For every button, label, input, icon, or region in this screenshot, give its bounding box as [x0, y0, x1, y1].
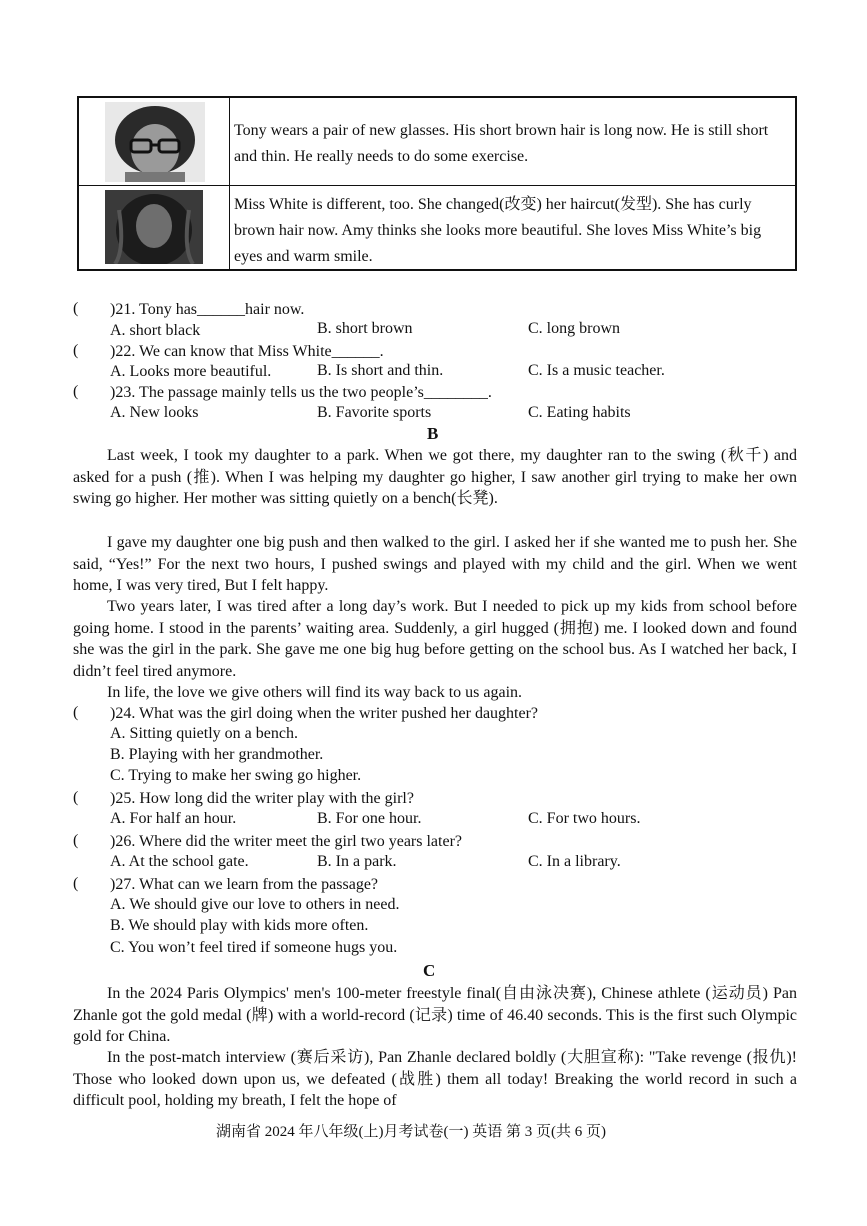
- question-24-option-c: C. Trying to make her swing go higher.: [110, 767, 362, 784]
- question-25-stem: )25. How long did the writer play with the girl?: [110, 790, 414, 807]
- image-cell: [79, 186, 230, 269]
- answer-paren: (: [73, 832, 79, 849]
- question-23-option-b: B. Favorite sports: [317, 404, 432, 421]
- question-27-stem: )27. What can we learn from the passage?: [110, 876, 379, 893]
- question-22-option-b: B. Is short and thin.: [317, 362, 444, 379]
- question-21-option-c: C. long brown: [528, 320, 620, 337]
- question-26-option-b: B. In a park.: [317, 853, 397, 870]
- miss-white-photo: [105, 190, 203, 264]
- question-23-option-c: C. Eating habits: [528, 404, 631, 421]
- question-24-option-b: B. Playing with her grandmother.: [110, 746, 324, 763]
- page-footer: 湖南省 2024 年八年级(上)月考试卷(一) 英语 第 3 页(共 6 页): [216, 1124, 606, 1140]
- tony-description: Tony wears a pair of new glasses. His short brown hair is long now. He is still short and thin. He really needs to do some exercise.: [234, 122, 769, 165]
- question-24-stem: )24. What was the girl doing when the writer pushed her daughter?: [110, 705, 539, 722]
- question-27-option-c: C. You won’t feel tired if someone hugs you.: [110, 939, 398, 956]
- image-cell: [79, 98, 230, 185]
- question-22-stem: )22. We can know that Miss White______.: [110, 343, 384, 360]
- section-c-heading: C: [423, 961, 436, 980]
- table-row-miss-white: [79, 186, 795, 269]
- question-23-stem: )23. The passage mainly tells us the two people’s________.: [110, 384, 492, 401]
- answer-paren: (: [73, 383, 79, 400]
- passage-c-paragraph-1: In the 2024 Paris Olympics' men's 100-meter freestyle final(自由泳决赛), Chinese athlete (运动员) Pan Zhanle got the gold medal (牌) with a world-record (记录) time of 46.40 seconds. This is the first such Olympic gold for China.: [73, 985, 797, 1045]
- question-22-option-c: C. Is a music teacher.: [528, 362, 665, 379]
- question-26-option-a: A. At the school gate.: [110, 853, 249, 870]
- description-table: [77, 96, 797, 271]
- question-21-option-b: B. short brown: [317, 320, 413, 337]
- miss-white-description: Miss White is different, too. She changed(改变) her haircut(发型). She has curly brown hair now. Amy thinks she looks more beautiful. She loves Miss White’s big eyes and warm smile.: [234, 196, 762, 265]
- passage-b-paragraph-2: I gave my daughter one big push and then walked to the girl. I asked her if she wanted me to push her. She said, “Yes!” For the next two hours, I pushed swings and played with my child and the girl. When we went home, I was very tired, But I felt happy.: [73, 534, 797, 594]
- answer-paren: (: [73, 704, 79, 721]
- passage-c-paragraph-2: In the post-match interview (赛后采访), Pan Zhanle declared boldly (大胆宣称): "Take revenge (报仇)! Those who looked down upon us, we defeated (战胜) them all today! Breaking the world record in such a difficult pool, holding my breath, I felt the hope of: [73, 1049, 797, 1109]
- answer-paren: (: [73, 342, 79, 359]
- question-21-option-a: A. short black: [110, 322, 201, 339]
- passage-b-paragraph-1: Last week, I took my daughter to a park. When we got there, my daughter ran to the swing (秋千) and asked for a push (推). When I was helping my daughter go higher, I saw another girl trying to make her own swing go higher. Her mother was sitting quietly on a bench(长凳).: [73, 447, 797, 507]
- question-25-option-c: C. For two hours.: [528, 810, 641, 827]
- question-25-option-b: B. For one hour.: [317, 810, 422, 827]
- question-24-option-a: A. Sitting quietly on a bench.: [110, 725, 298, 742]
- passage-b-paragraph-4: In life, the love we give others will find its way back to us again.: [107, 684, 523, 701]
- question-22-option-a: A. Looks more beautiful.: [110, 363, 272, 380]
- question-21-stem: )21. Tony has______hair now.: [110, 301, 305, 318]
- answer-paren: (: [73, 875, 79, 892]
- answer-paren: (: [73, 300, 79, 317]
- question-27-option-b: B. We should play with kids more often.: [110, 917, 369, 934]
- question-26-option-c: C. In a library.: [528, 853, 621, 870]
- tony-photo: [105, 102, 205, 182]
- passage-b-paragraph-3: Two years later, I was tired after a long day’s work. But I needed to pick up my kids from school before going home. I stood in the parents’ waiting area. Suddenly, a girl hugged (拥抱) me. I looked down and found she was the girl in the park. She gave me one big hug before getting on the school bus. As I watched her back, I didn’t feel tired anymore.: [73, 598, 797, 680]
- answer-paren: (: [73, 789, 79, 806]
- table-row-tony: [79, 98, 795, 186]
- question-25-option-a: A. For half an hour.: [110, 810, 237, 827]
- question-26-stem: )26. Where did the writer meet the girl two years later?: [110, 833, 463, 850]
- question-23-option-a: A. New looks: [110, 404, 199, 421]
- question-27-option-a: A. We should give our love to others in need.: [110, 896, 400, 913]
- section-b-heading: B: [427, 424, 439, 443]
